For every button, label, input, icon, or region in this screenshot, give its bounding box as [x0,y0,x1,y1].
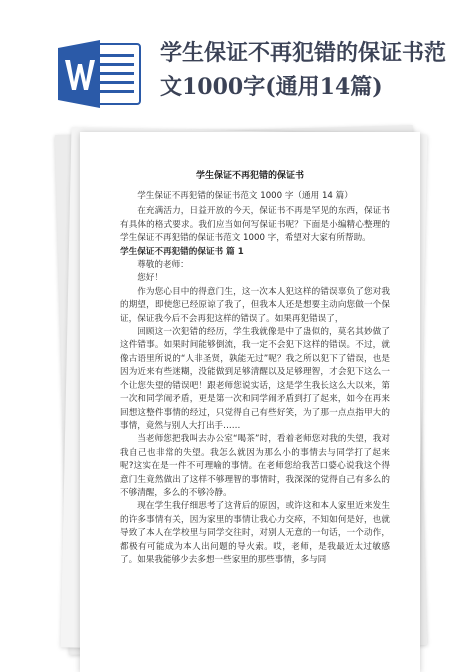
document-title: 学生保证不再犯错的保证书 [195,171,304,181]
salutation: 尊敬的老师： [137,260,189,271]
section-heading: 学生保证不再犯错的保证书 篇 1 [120,246,244,257]
word-icon [56,38,144,110]
page-title [160,36,460,104]
document-page [80,132,420,672]
paragraph-4: 现在学生我仔细思考了这背后的原因，或许这和本人家里近来发生的许多事情有关，因为家里的事情让我心力交瘁，不知如何是好，也就导致了本人在学校里与同学交往时，对别人无意的一句话，一个动作，都极有可能成为本人出问题的导火索。哎，老师，是我最近太过敏感了。如果我能够少去多想一些家里的那些事情，多与同 [120,501,390,565]
paragraph-context: 在充满活力，日益开放的今天，保证书不再是罕见的东西，保证书有具体的格式要求。我们应当如何写保证书呢？下面是小编精心整理的学生保证不再犯错的保证书范文 1000 字，希望对大家有所帮助。 [120,206,390,244]
greeting: 您好！ [137,273,163,284]
document-body [120,190,390,567]
paragraph-3: 当老师您把我叫去办公室“喝茶”时，看着老师您对我的失望，我对我自己也非常的失望。我怎么就因为那么小的事情去与同学打了起来呢?这实在是一件不可理喻的事情。在老师您给我苦口婆心说我这个得意门生竟然做出了这样不够理智的事情时，我深深的觉得自己有多么的不够清醒，多么的不够冷静。 [120,434,390,498]
paragraph-1: 作为您心目中的得意门生，这一次本人犯这样的错误辜负了您对我的期望，即使您已经原谅了我了，但我本人还是想要主动向您做一个保证，保证我今后不会再犯这样的错误了。如果再犯错误了， [120,286,390,324]
page-title-line-2: 文1000字(通用14篇) [160,74,383,100]
document-intro: 学生保证不再犯错的保证书范文 1000 字（通用 14 篇） [137,191,353,201]
page-title-line-1: 学生保证不再犯错的保证书范 [160,40,447,66]
paragraph-2: 回顾这一次犯错的经历，学生我就像是中了蛊似的，莫名其妙做了这件错事。如果时间能够倒流，我一定不会犯下这样的错误。不过，就像古语里所说的“人非圣贤，孰能无过”呢？我之所以犯下了错误，也是因为近来有些迷糊，没能做到足够清醒以及足够理智，才会犯下这么一个让您失望的错误吧！跟老师您说实话，这是学生我长这么大以来，第一次和同学闹矛盾，更是第一次和同学闹矛盾到打了起来，如今在再来回想这整件事情的经过，只觉得自己有些好笑，为了那一点点指甲大的事情，竟然与别人大打出手…… [120,327,390,431]
